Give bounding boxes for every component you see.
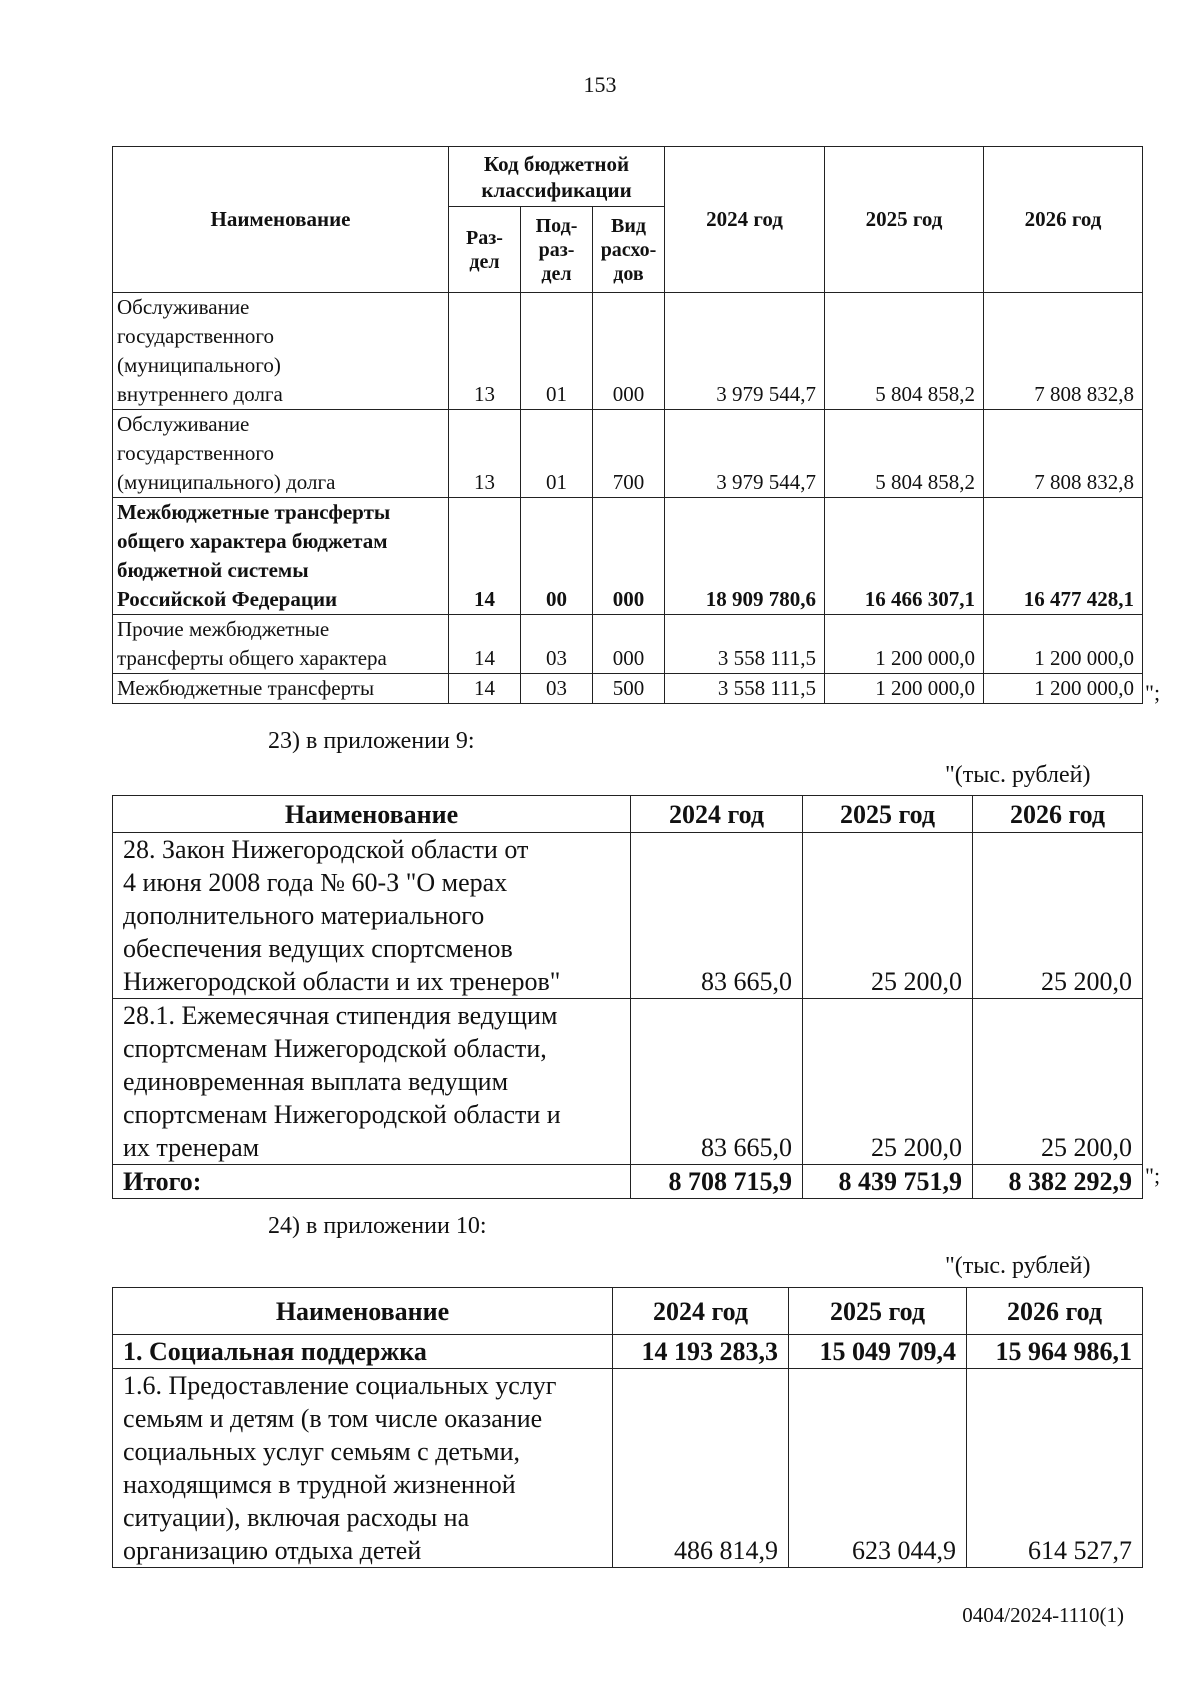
section23-closing-quote: "; xyxy=(1145,1163,1161,1188)
header-podrazdel: Под- раз- дел xyxy=(521,207,593,293)
header-name: Наименование xyxy=(113,147,449,293)
header-vid: Вид расхо- дов xyxy=(593,207,665,293)
header-2025: 2025 год xyxy=(789,1288,967,1335)
header-2025: 2025 год xyxy=(803,796,973,833)
section24-intro: 24) в приложении 10: xyxy=(268,1213,487,1239)
table-row: Обслуживание государственного (муниципального) внутреннего долга 13 01 000 3 979 544,7 5 804 858,2 7 808 832,8 xyxy=(113,293,1143,410)
table-row: Межбюджетные трансферты общего характера бюджетам бюджетной системы Российской Федерации 14 00 000 18 909 780,6 16 466 307,1 16 477 428,1 xyxy=(113,498,1143,615)
table1-closing-quote: "; xyxy=(1145,680,1161,705)
section23-unit: "(тыс. рублей) xyxy=(945,762,1091,788)
table-row: 1.6. Предоставление социальных услуг семьям и детям (в том числе оказание социальных услуг семьям с детьми, находящимся в трудной жизненной ситуации), включая расходы на организацию отдыха детей 486 814,9 623 044,9 614 527,7 xyxy=(113,1369,1143,1568)
header-name: Наименование xyxy=(113,1288,613,1335)
header-2025: 2025 год xyxy=(825,147,984,293)
header-2024: 2024 год xyxy=(631,796,803,833)
document-code: 0404/2024-1110(1) xyxy=(962,1603,1124,1627)
header-2024: 2024 год xyxy=(665,147,825,293)
table-row: Обслуживание государственного (муниципального) долга 13 01 700 3 979 544,7 5 804 858,2 7 808 832,8 xyxy=(113,410,1143,498)
table-row: 1. Социальная поддержка 14 193 283,3 15 049 709,4 15 964 986,1 xyxy=(113,1335,1143,1369)
section23-intro: 23) в приложении 9: xyxy=(268,728,475,754)
table-row: 28.1. Ежемесячная стипендия ведущим спортсменам Нижегородской области, единовременная выплата ведущим спортсменам Нижегородской области и их тренерам 83 665,0 25 200,0 25 200,0 xyxy=(113,999,1143,1165)
header-2026: 2026 год xyxy=(973,796,1143,833)
budget-classification-table xyxy=(112,146,1143,704)
appendix10-table xyxy=(112,1287,1143,1568)
table-row: Прочие межбюджетные трансферты общего характера 14 03 000 3 558 111,5 1 200 000,0 1 200 000,0 xyxy=(113,615,1143,674)
header-2026: 2026 год xyxy=(967,1288,1143,1335)
header-name: Наименование xyxy=(113,796,631,833)
header-razdel: Раз- дел xyxy=(449,207,521,293)
page-number: 153 xyxy=(583,72,617,97)
table-row: Межбюджетные трансферты 14 03 500 3 558 111,5 1 200 000,0 1 200 000,0 xyxy=(113,674,1143,704)
header-code-group: Код бюджетной классификации xyxy=(449,147,665,207)
total-row: Итого: 8 708 715,9 8 439 751,9 8 382 292,9 xyxy=(113,1165,1143,1199)
appendix9-table xyxy=(112,795,1143,1199)
table-row: 28. Закон Нижегородской области от 4 июня 2008 года № 60-З "О мерах дополнительного материального обеспечения ведущих спортсменов Нижегородской области и их тренеров" 83 665,0 25 200,0 25 200,0 xyxy=(113,833,1143,999)
section24-unit: "(тыс. рублей) xyxy=(945,1253,1091,1279)
header-2026: 2026 год xyxy=(984,147,1143,293)
header-2024: 2024 год xyxy=(613,1288,789,1335)
